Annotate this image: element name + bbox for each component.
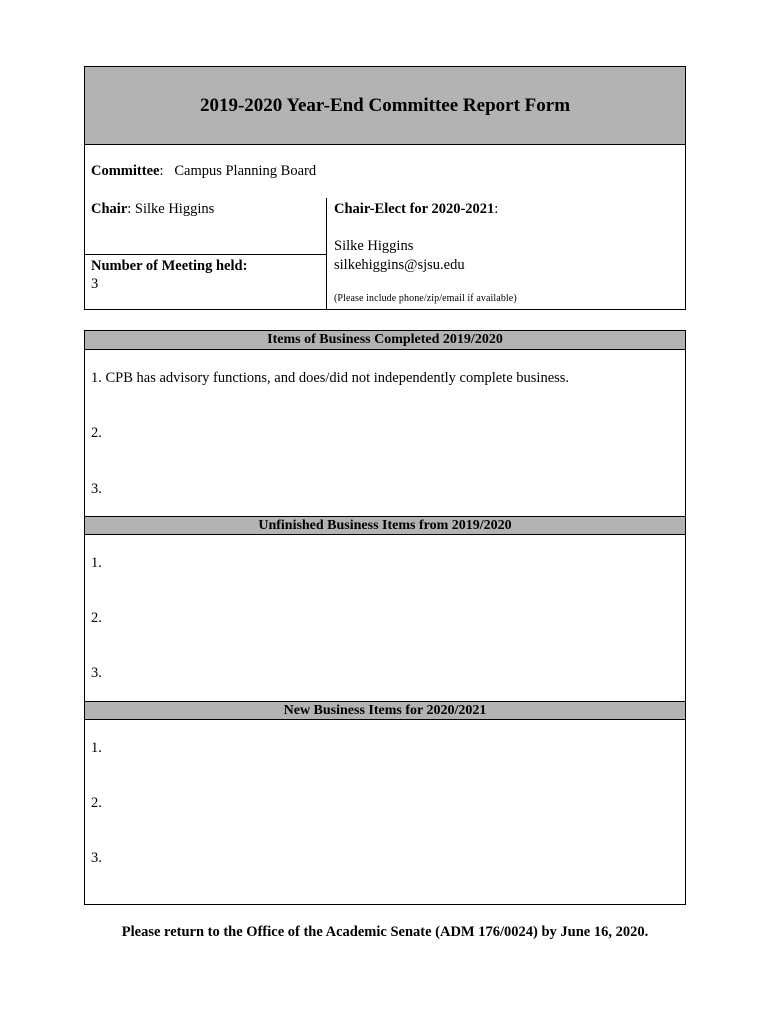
form-title-text: 2019-2020 Year-End Committee Report Form: [199, 94, 571, 116]
completed-item-1: 1. CPB has advisory functions, and does/did not independently complete business.: [91, 370, 570, 386]
meetings-value: 3: [91, 276, 99, 292]
section-header-completed: Items of Business Completed 2019/2020: [85, 331, 685, 350]
form-title: [85, 67, 685, 145]
chair-elect-colon: :: [494, 201, 499, 217]
section-header-unfinished: Unfinished Business Items from 2019/2020: [85, 516, 685, 535]
business-items-table: [84, 330, 686, 905]
report-header-table: [84, 66, 686, 310]
left-column: [85, 198, 327, 310]
unfinished-item-2: 2.: [91, 610, 102, 626]
committee-field: [91, 163, 316, 180]
new-item-3: 3.: [91, 850, 102, 866]
committee-value: Campus Planning Board: [174, 163, 317, 179]
completed-item-2: 2.: [91, 425, 102, 441]
chair-elect-label: Chair-Elect for 2020-2021: [334, 201, 495, 217]
meetings-cell: [85, 254, 327, 310]
chair-elect-email: silkehiggins@sjsu.edu: [334, 257, 465, 273]
unfinished-item-3: 3.: [91, 665, 102, 681]
completed-item-3: 3.: [91, 481, 102, 497]
chair-colon: :: [127, 201, 135, 217]
new-item-2: 2.: [91, 795, 102, 811]
chair-elect-field: [334, 201, 498, 218]
committee-label: Committee: [91, 163, 160, 179]
section-header-new: New Business Items for 2020/2021: [85, 701, 685, 720]
meetings-label: Number of Meeting held:: [91, 258, 248, 274]
chair-value: Silke Higgins: [134, 201, 215, 217]
chair-elect-note: (Please include phone/zip/email if available): [334, 293, 517, 304]
chair-label: Chair: [91, 201, 128, 217]
new-item-1: 1.: [91, 740, 102, 756]
chair-field: [91, 201, 214, 218]
unfinished-item-1: 1.: [91, 555, 102, 571]
committee-colon: :: [159, 163, 175, 179]
return-instructions: Please return to the Office of the Academic Senate (ADM 176/0024) by June 16, 2020.: [121, 924, 649, 940]
chair-elect-name: Silke Higgins: [334, 238, 414, 254]
